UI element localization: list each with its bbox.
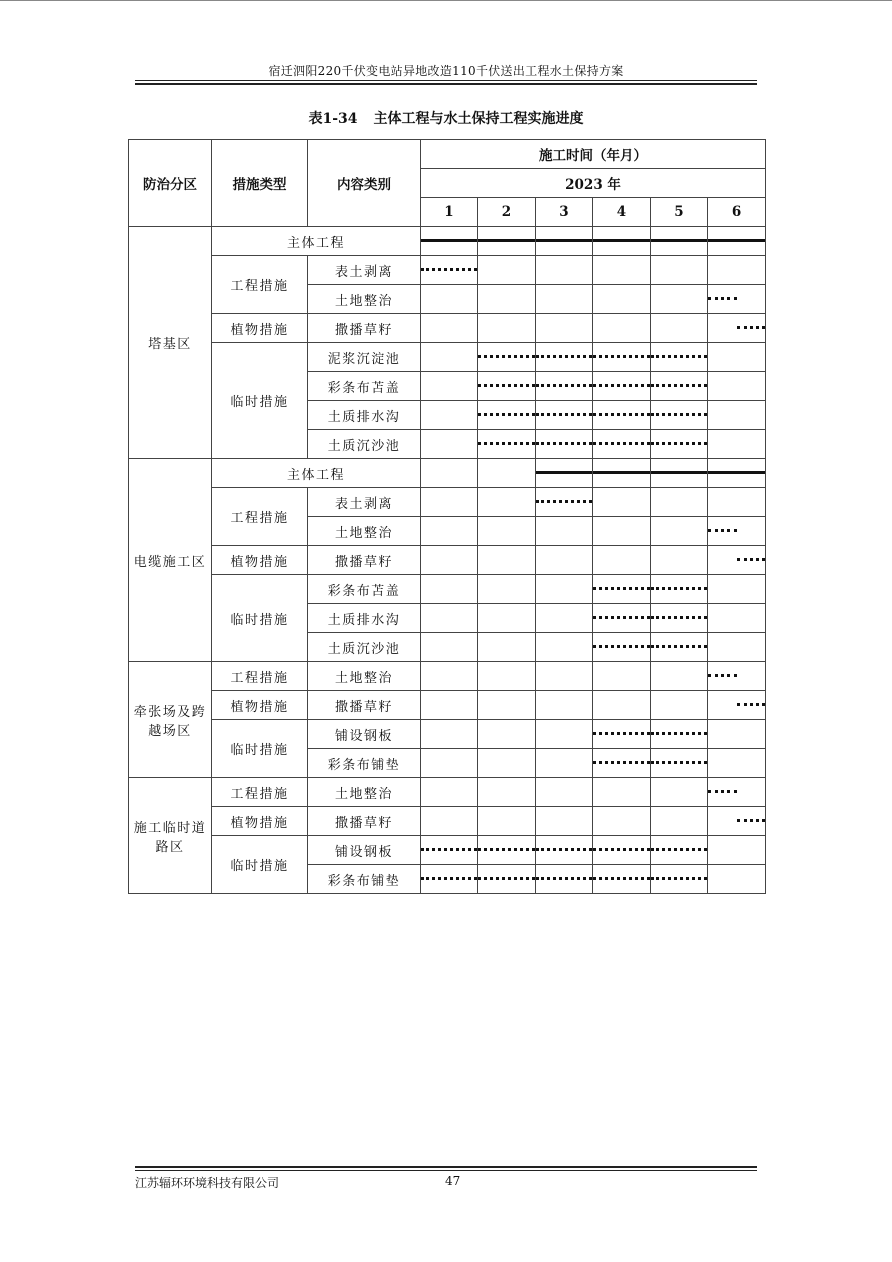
measure-bar [593, 413, 650, 416]
month-cell [478, 749, 536, 778]
zone-cell: 电缆施工区 [129, 459, 212, 662]
month-cell [536, 343, 593, 372]
content-cell: 彩条布苫盖 [308, 575, 421, 604]
month-cell [593, 314, 651, 343]
table-row [129, 488, 766, 517]
header-month: 5 [651, 198, 708, 227]
main-works-bar [593, 239, 650, 242]
measure-bar [593, 761, 650, 764]
measure-bar [651, 848, 707, 851]
measure-bar [536, 848, 592, 851]
month-cell [651, 343, 708, 372]
measure-bar [708, 790, 737, 793]
month-cell [708, 517, 766, 546]
content-cell: 彩条布苫盖 [308, 372, 421, 401]
month-cell [421, 488, 478, 517]
table-row [129, 691, 766, 720]
month-cell [478, 517, 536, 546]
main-works-cell: 主体工程 [212, 227, 421, 256]
month-cell [651, 836, 708, 865]
month-cell [708, 372, 766, 401]
month-cell [651, 720, 708, 749]
measure-bar [421, 268, 477, 271]
month-cell [708, 488, 766, 517]
month-cell [536, 865, 593, 894]
measure-bar [651, 355, 707, 358]
measure-bar [536, 442, 592, 445]
month-cell [708, 807, 766, 836]
month-cell [651, 778, 708, 807]
main-works-bar [536, 239, 592, 242]
content-cell: 表土剥离 [308, 488, 421, 517]
content-cell: 土质排水沟 [308, 401, 421, 430]
month-cell [478, 401, 536, 430]
month-cell [708, 662, 766, 691]
month-cell [421, 546, 478, 575]
table-row [129, 778, 766, 807]
month-cell [708, 546, 766, 575]
month-cell [593, 227, 651, 256]
month-cell [536, 633, 593, 662]
measure-bar [737, 819, 766, 822]
month-cell [536, 285, 593, 314]
month-cell [593, 778, 651, 807]
measure-cell: 植物措施 [212, 546, 308, 575]
month-cell [421, 807, 478, 836]
measure-cell: 工程措施 [212, 662, 308, 691]
table-caption [128, 108, 764, 128]
content-cell: 彩条布铺垫 [308, 865, 421, 894]
page-number: 47 [445, 1174, 461, 1188]
content-cell: 土质沉沙池 [308, 430, 421, 459]
month-cell [593, 488, 651, 517]
month-cell [421, 314, 478, 343]
month-cell [536, 546, 593, 575]
measure-bar [593, 645, 650, 648]
month-cell [421, 865, 478, 894]
measure-cell: 工程措施 [212, 778, 308, 807]
month-cell [421, 517, 478, 546]
month-cell [478, 256, 536, 285]
content-cell: 撒播草籽 [308, 691, 421, 720]
month-cell [593, 459, 651, 488]
month-cell [478, 604, 536, 633]
month-cell [421, 285, 478, 314]
month-cell [421, 720, 478, 749]
month-cell [421, 778, 478, 807]
main-works-bar [593, 471, 650, 474]
header-month: 2 [478, 198, 536, 227]
month-cell [593, 517, 651, 546]
measure-bar [593, 616, 650, 619]
table-row [129, 227, 766, 256]
header-month: 3 [536, 198, 593, 227]
content-cell: 土地整治 [308, 517, 421, 546]
month-cell [708, 720, 766, 749]
header-month: 1 [421, 198, 478, 227]
document-header: 宿迁泗阳220千伏变电站异地改造110千伏送出工程水土保持方案 [268, 64, 624, 78]
measure-bar [651, 732, 707, 735]
measure-bar [478, 384, 535, 387]
table-row [129, 575, 766, 604]
footer-company: 江苏辐环环境科技有限公司 [135, 1176, 280, 1190]
month-cell [536, 720, 593, 749]
month-cell [593, 836, 651, 865]
table-row [129, 720, 766, 749]
month-cell [536, 836, 593, 865]
zone-cell: 牵张场及跨越场区 [129, 662, 212, 778]
content-cell: 土地整治 [308, 285, 421, 314]
month-cell [651, 662, 708, 691]
month-cell [421, 227, 478, 256]
measure-bar [421, 877, 477, 880]
month-cell [536, 662, 593, 691]
measure-bar [651, 877, 707, 880]
month-cell [593, 285, 651, 314]
measure-bar [593, 732, 650, 735]
month-cell [536, 372, 593, 401]
month-cell [421, 691, 478, 720]
header-rule-thick [135, 83, 757, 85]
month-cell [651, 488, 708, 517]
month-cell [708, 430, 766, 459]
month-cell [651, 749, 708, 778]
month-cell [708, 604, 766, 633]
table-row [129, 459, 766, 488]
content-cell: 撒播草籽 [308, 546, 421, 575]
measure-bar [651, 442, 707, 445]
month-cell [421, 604, 478, 633]
measure-bar [651, 761, 707, 764]
content-cell: 撒播草籽 [308, 807, 421, 836]
measure-cell: 临时措施 [212, 343, 308, 459]
schedule-table [128, 139, 766, 894]
month-cell [478, 836, 536, 865]
measure-bar [593, 384, 650, 387]
month-cell [421, 430, 478, 459]
month-cell [708, 256, 766, 285]
table-row [129, 836, 766, 865]
measure-bar [593, 877, 650, 880]
main-works-cell: 主体工程 [212, 459, 421, 488]
month-cell [593, 604, 651, 633]
month-cell [593, 343, 651, 372]
footer-rule [135, 1170, 757, 1171]
month-cell [421, 575, 478, 604]
month-cell [708, 285, 766, 314]
month-cell [478, 720, 536, 749]
month-cell [421, 662, 478, 691]
month-cell [478, 430, 536, 459]
month-cell [651, 256, 708, 285]
measure-cell: 临时措施 [212, 836, 308, 894]
month-cell [421, 836, 478, 865]
month-cell [651, 227, 708, 256]
month-cell [536, 778, 593, 807]
content-cell: 撒播草籽 [308, 314, 421, 343]
month-cell [478, 865, 536, 894]
month-cell [593, 401, 651, 430]
month-cell [421, 401, 478, 430]
measure-bar [651, 413, 707, 416]
measure-bar [593, 848, 650, 851]
measure-bar [708, 674, 737, 677]
content-cell: 土地整治 [308, 662, 421, 691]
measure-cell: 植物措施 [212, 807, 308, 836]
header-month: 6 [708, 198, 766, 227]
month-cell [651, 372, 708, 401]
zone-cell: 塔基区 [129, 227, 212, 459]
table-caption-id: 表1-34 [308, 111, 358, 127]
main-works-bar [708, 239, 765, 242]
month-cell [478, 372, 536, 401]
month-cell [478, 633, 536, 662]
table-row [129, 807, 766, 836]
measure-bar [737, 703, 766, 706]
month-cell [478, 691, 536, 720]
measure-bar [593, 587, 650, 590]
month-cell [478, 662, 536, 691]
table-caption-title: 主体工程与水土保持工程实施进度 [373, 111, 584, 127]
measure-bar [478, 442, 535, 445]
month-cell [593, 720, 651, 749]
month-cell [593, 691, 651, 720]
main-works-bar [651, 239, 707, 242]
header-content: 内容类别 [308, 140, 421, 227]
measure-cell: 工程措施 [212, 256, 308, 314]
content-cell: 土质沉沙池 [308, 633, 421, 662]
month-cell [593, 372, 651, 401]
month-cell [651, 604, 708, 633]
month-cell [421, 372, 478, 401]
month-cell [536, 430, 593, 459]
main-works-bar [478, 239, 535, 242]
measure-bar [651, 384, 707, 387]
table-row [129, 343, 766, 372]
month-cell [651, 430, 708, 459]
month-cell [536, 807, 593, 836]
month-cell [708, 343, 766, 372]
month-cell [536, 604, 593, 633]
content-cell: 土质排水沟 [308, 604, 421, 633]
month-cell [651, 807, 708, 836]
measure-bar [737, 558, 766, 561]
month-cell [536, 314, 593, 343]
month-cell [708, 749, 766, 778]
month-cell [536, 517, 593, 546]
measure-bar [536, 384, 592, 387]
month-cell [593, 546, 651, 575]
month-cell [536, 459, 593, 488]
header-month: 4 [593, 198, 651, 227]
measure-cell: 工程措施 [212, 488, 308, 546]
measure-cell: 临时措施 [212, 720, 308, 778]
month-cell [651, 633, 708, 662]
measure-bar [593, 355, 650, 358]
month-cell [478, 488, 536, 517]
month-cell [651, 575, 708, 604]
month-cell [651, 285, 708, 314]
month-cell [536, 691, 593, 720]
measure-bar [536, 877, 592, 880]
month-cell [708, 836, 766, 865]
measure-bar [536, 355, 592, 358]
header-time: 施工时间（年月） [421, 140, 766, 169]
month-cell [421, 633, 478, 662]
measure-bar [536, 413, 592, 416]
month-cell [651, 546, 708, 575]
month-cell [593, 575, 651, 604]
month-cell [593, 430, 651, 459]
zone-cell: 施工临时道路区 [129, 778, 212, 894]
month-cell [708, 314, 766, 343]
month-cell [421, 459, 478, 488]
measure-cell: 植物措施 [212, 691, 308, 720]
measure-bar [421, 848, 477, 851]
content-cell: 彩条布铺垫 [308, 749, 421, 778]
month-cell [478, 343, 536, 372]
measure-bar [651, 645, 707, 648]
main-works-bar [708, 471, 765, 474]
month-cell [478, 314, 536, 343]
month-cell [536, 401, 593, 430]
measure-bar [651, 616, 707, 619]
month-cell [593, 749, 651, 778]
header-year: 2023 年 [421, 169, 766, 198]
month-cell [478, 459, 536, 488]
month-cell [421, 749, 478, 778]
measure-bar [708, 297, 737, 300]
measure-bar [651, 587, 707, 590]
month-cell [478, 227, 536, 256]
measure-bar [478, 413, 535, 416]
table-row [129, 256, 766, 285]
measure-bar [536, 500, 592, 503]
month-cell [708, 575, 766, 604]
table-row [129, 546, 766, 575]
month-cell [536, 488, 593, 517]
header-measure: 措施类型 [212, 140, 308, 227]
header-zone: 防治分区 [129, 140, 212, 227]
header-rule [135, 80, 757, 81]
measure-bar [708, 529, 737, 532]
measure-bar [478, 355, 535, 358]
month-cell [421, 343, 478, 372]
month-cell [651, 314, 708, 343]
month-cell [593, 633, 651, 662]
month-cell [536, 575, 593, 604]
month-cell [708, 865, 766, 894]
month-cell [593, 807, 651, 836]
main-works-bar [421, 239, 477, 242]
month-cell [708, 401, 766, 430]
content-cell: 表土剥离 [308, 256, 421, 285]
month-cell [651, 517, 708, 546]
month-cell [478, 285, 536, 314]
measure-bar [478, 877, 535, 880]
main-works-bar [651, 471, 707, 474]
content-cell: 土地整治 [308, 778, 421, 807]
month-cell [421, 256, 478, 285]
measure-cell: 植物措施 [212, 314, 308, 343]
month-cell [708, 778, 766, 807]
content-cell: 铺设钢板 [308, 836, 421, 865]
month-cell [478, 546, 536, 575]
content-cell: 泥浆沉淀池 [308, 343, 421, 372]
main-works-bar [536, 471, 592, 474]
month-cell [536, 227, 593, 256]
month-cell [593, 256, 651, 285]
measure-bar [478, 848, 535, 851]
month-cell [593, 865, 651, 894]
table-row [129, 662, 766, 691]
measure-cell: 临时措施 [212, 575, 308, 662]
measure-bar [593, 442, 650, 445]
month-cell [651, 459, 708, 488]
table-row [129, 314, 766, 343]
top-border [0, 0, 892, 1]
footer-rule-thick [135, 1166, 757, 1168]
month-cell [478, 778, 536, 807]
month-cell [708, 459, 766, 488]
month-cell [593, 662, 651, 691]
month-cell [651, 865, 708, 894]
month-cell [536, 749, 593, 778]
measure-bar [737, 326, 766, 329]
month-cell [708, 691, 766, 720]
month-cell [478, 575, 536, 604]
month-cell [708, 633, 766, 662]
content-cell: 铺设钢板 [308, 720, 421, 749]
month-cell [536, 256, 593, 285]
month-cell [651, 691, 708, 720]
month-cell [651, 401, 708, 430]
month-cell [708, 227, 766, 256]
month-cell [478, 807, 536, 836]
